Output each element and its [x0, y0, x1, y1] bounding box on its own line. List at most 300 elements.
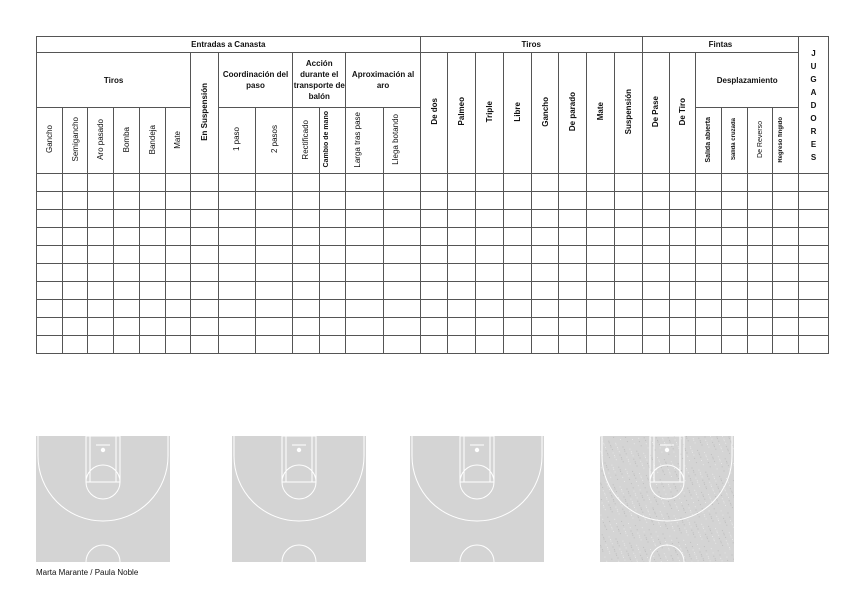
table-cell[interactable] — [139, 192, 165, 210]
table-cell[interactable] — [256, 210, 293, 228]
table-cell[interactable] — [218, 246, 255, 264]
table-cell[interactable] — [420, 210, 448, 228]
tiros-col-header: Palmeo — [448, 53, 476, 174]
table-cell[interactable] — [559, 300, 587, 318]
table-cell[interactable] — [293, 210, 320, 228]
entradas-tiros-col: Mate — [165, 108, 191, 174]
table-cell[interactable] — [420, 174, 448, 192]
table-cell[interactable] — [114, 264, 140, 282]
table-cell[interactable] — [346, 174, 383, 192]
table-cell[interactable] — [773, 192, 799, 210]
table-cell[interactable] — [614, 210, 642, 228]
table-cell[interactable] — [191, 210, 219, 228]
table-cell[interactable] — [218, 282, 255, 300]
table-cell[interactable] — [721, 210, 747, 228]
table-cell[interactable] — [448, 300, 476, 318]
table-cell[interactable] — [559, 336, 587, 354]
table-cell[interactable] — [503, 336, 531, 354]
table-cell[interactable] — [256, 246, 293, 264]
table-cell[interactable] — [448, 174, 476, 192]
table-cell[interactable] — [799, 264, 829, 282]
table-cell[interactable] — [696, 246, 722, 264]
table-cell[interactable] — [383, 246, 420, 264]
table-cell[interactable] — [799, 300, 829, 318]
table-cell[interactable] — [420, 318, 448, 336]
table-cell[interactable] — [559, 246, 587, 264]
table-cell[interactable] — [37, 300, 63, 318]
table-cell[interactable] — [420, 192, 448, 210]
table-cell[interactable] — [139, 336, 165, 354]
table-cell[interactable] — [448, 210, 476, 228]
table-cell[interactable] — [721, 192, 747, 210]
table-cell[interactable] — [62, 192, 88, 210]
table-cell[interactable] — [614, 282, 642, 300]
table-cell[interactable] — [88, 336, 114, 354]
table-cell[interactable] — [319, 282, 346, 300]
table-cell[interactable] — [383, 228, 420, 246]
table-cell[interactable] — [696, 282, 722, 300]
table-cell[interactable] — [420, 336, 448, 354]
table-cell[interactable] — [747, 246, 773, 264]
table-cell[interactable] — [191, 174, 219, 192]
table-cell[interactable] — [799, 336, 829, 354]
table-cell[interactable] — [420, 228, 448, 246]
table-cell[interactable] — [346, 300, 383, 318]
table-cell[interactable] — [476, 246, 504, 264]
table-cell[interactable] — [62, 174, 88, 192]
table-cell[interactable] — [256, 282, 293, 300]
table-cell[interactable] — [773, 300, 799, 318]
table-cell[interactable] — [476, 318, 504, 336]
table-cell[interactable] — [531, 264, 559, 282]
table-cell[interactable] — [383, 282, 420, 300]
table-cell[interactable] — [799, 174, 829, 192]
table-cell[interactable] — [747, 228, 773, 246]
table-cell[interactable] — [191, 264, 219, 282]
table-cell[interactable] — [218, 192, 255, 210]
table-cell[interactable] — [799, 246, 829, 264]
table-cell[interactable] — [383, 318, 420, 336]
table-cell[interactable] — [773, 282, 799, 300]
tiros-col-header: Suspensión — [614, 53, 642, 174]
table-cell[interactable] — [165, 228, 191, 246]
table-cell[interactable] — [696, 228, 722, 246]
table-cell[interactable] — [37, 264, 63, 282]
table-cell[interactable] — [62, 336, 88, 354]
table-cell[interactable] — [191, 318, 219, 336]
table-cell[interactable] — [669, 300, 696, 318]
table-cell[interactable] — [587, 210, 615, 228]
table-cell[interactable] — [476, 264, 504, 282]
table-cell[interactable] — [587, 318, 615, 336]
table-cell[interactable] — [669, 192, 696, 210]
table-cell[interactable] — [669, 318, 696, 336]
table-cell[interactable] — [191, 192, 219, 210]
tiros-header: Tiros — [420, 37, 642, 53]
table-cell[interactable] — [88, 210, 114, 228]
court-diagram-2 — [232, 436, 366, 562]
table-cell[interactable] — [293, 246, 320, 264]
table-cell[interactable] — [559, 318, 587, 336]
table-cell[interactable] — [114, 192, 140, 210]
table-cell[interactable] — [139, 318, 165, 336]
table-cell[interactable] — [114, 228, 140, 246]
table-cell[interactable] — [62, 246, 88, 264]
table-cell[interactable] — [37, 192, 63, 210]
table-cell[interactable] — [383, 210, 420, 228]
table-cell[interactable] — [293, 264, 320, 282]
table-cell[interactable] — [503, 174, 531, 192]
table-cell[interactable] — [88, 228, 114, 246]
table-cell[interactable] — [747, 174, 773, 192]
table-row — [37, 228, 829, 246]
table-cell[interactable] — [37, 282, 63, 300]
table-cell[interactable] — [642, 264, 669, 282]
table-row — [37, 192, 829, 210]
table-cell[interactable] — [448, 246, 476, 264]
table-cell[interactable] — [256, 264, 293, 282]
entradas-tiros-col: Gancho — [37, 108, 63, 174]
table-cell[interactable] — [747, 192, 773, 210]
table-cell[interactable] — [191, 282, 219, 300]
table-cell[interactable] — [476, 336, 504, 354]
table-cell[interactable] — [559, 174, 587, 192]
table-cell[interactable] — [62, 228, 88, 246]
table-cell[interactable] — [88, 192, 114, 210]
table-cell[interactable] — [476, 228, 504, 246]
table-cell[interactable] — [88, 300, 114, 318]
table-body — [37, 174, 829, 354]
fintas-col-header: De Pase — [642, 53, 669, 174]
table-cell[interactable] — [420, 246, 448, 264]
table-cell[interactable] — [139, 282, 165, 300]
table-cell[interactable] — [587, 246, 615, 264]
table-cell[interactable] — [448, 228, 476, 246]
table-cell[interactable] — [420, 264, 448, 282]
table-cell[interactable] — [293, 300, 320, 318]
table-cell[interactable] — [62, 318, 88, 336]
table-cell[interactable] — [773, 210, 799, 228]
table-cell[interactable] — [383, 336, 420, 354]
table-cell[interactable] — [669, 228, 696, 246]
table-cell[interactable] — [346, 192, 383, 210]
table-cell[interactable] — [503, 282, 531, 300]
table-cell[interactable] — [696, 318, 722, 336]
table-cell[interactable] — [531, 282, 559, 300]
table-cell[interactable] — [531, 318, 559, 336]
table-cell[interactable] — [218, 300, 255, 318]
table-cell[interactable] — [721, 228, 747, 246]
table-cell[interactable] — [293, 282, 320, 300]
table-cell[interactable] — [799, 192, 829, 210]
table-cell[interactable] — [62, 264, 88, 282]
table-cell[interactable] — [165, 246, 191, 264]
table-cell[interactable] — [773, 174, 799, 192]
table-cell[interactable] — [696, 264, 722, 282]
table-cell[interactable] — [614, 300, 642, 318]
table-cell[interactable] — [773, 318, 799, 336]
table-cell[interactable] — [799, 318, 829, 336]
table-cell[interactable] — [420, 282, 448, 300]
table-cell[interactable] — [559, 228, 587, 246]
table-cell[interactable] — [799, 228, 829, 246]
table-cell[interactable] — [256, 174, 293, 192]
table-cell[interactable] — [642, 210, 669, 228]
table-cell[interactable] — [62, 300, 88, 318]
table-cell[interactable] — [747, 210, 773, 228]
table-cell[interactable] — [62, 210, 88, 228]
table-cell[interactable] — [587, 174, 615, 192]
table-cell[interactable] — [669, 336, 696, 354]
table-cell[interactable] — [37, 336, 63, 354]
table-cell[interactable] — [139, 228, 165, 246]
table-cell[interactable] — [476, 192, 504, 210]
table-cell[interactable] — [747, 318, 773, 336]
table-cell[interactable] — [37, 174, 63, 192]
table-cell[interactable] — [319, 336, 346, 354]
table-cell[interactable] — [256, 300, 293, 318]
table-cell[interactable] — [614, 336, 642, 354]
table-row — [37, 300, 829, 318]
table-cell[interactable] — [614, 318, 642, 336]
table-cell[interactable] — [747, 264, 773, 282]
table-cell[interactable] — [747, 336, 773, 354]
table-cell[interactable] — [696, 210, 722, 228]
table-cell[interactable] — [346, 264, 383, 282]
table-cell[interactable] — [319, 300, 346, 318]
desplazamiento-col: De Reverso — [747, 108, 773, 174]
table-cell[interactable] — [559, 210, 587, 228]
table-cell[interactable] — [531, 246, 559, 264]
table-cell[interactable] — [114, 318, 140, 336]
table-cell[interactable] — [773, 264, 799, 282]
table-cell[interactable] — [319, 264, 346, 282]
table-cell[interactable] — [642, 228, 669, 246]
table-cell[interactable] — [531, 228, 559, 246]
table-cell[interactable] — [614, 174, 642, 192]
table-cell[interactable] — [420, 300, 448, 318]
table-cell[interactable] — [721, 264, 747, 282]
table-cell[interactable] — [799, 282, 829, 300]
table-cell[interactable] — [448, 264, 476, 282]
table-cell[interactable] — [587, 300, 615, 318]
table-cell[interactable] — [88, 282, 114, 300]
table-cell[interactable] — [191, 228, 219, 246]
table-cell[interactable] — [503, 264, 531, 282]
table-cell[interactable] — [531, 174, 559, 192]
table-cell[interactable] — [165, 282, 191, 300]
table-cell[interactable] — [721, 318, 747, 336]
table-cell[interactable] — [165, 210, 191, 228]
table-cell[interactable] — [559, 264, 587, 282]
table-cell[interactable] — [346, 246, 383, 264]
table-cell[interactable] — [642, 318, 669, 336]
table-cell[interactable] — [139, 210, 165, 228]
table-row — [37, 174, 829, 192]
table-cell[interactable] — [669, 174, 696, 192]
table-cell[interactable] — [721, 336, 747, 354]
table-cell[interactable] — [319, 210, 346, 228]
table-cell[interactable] — [476, 210, 504, 228]
table-cell[interactable] — [773, 246, 799, 264]
table-cell[interactable] — [503, 246, 531, 264]
table-cell[interactable] — [476, 282, 504, 300]
table-cell[interactable] — [218, 228, 255, 246]
table-cell[interactable] — [319, 318, 346, 336]
table-cell[interactable] — [669, 210, 696, 228]
table-cell[interactable] — [721, 246, 747, 264]
table-cell[interactable] — [614, 192, 642, 210]
table-cell[interactable] — [88, 174, 114, 192]
table-cell[interactable] — [88, 264, 114, 282]
coordinacion-col: 1 paso — [218, 108, 255, 174]
table-cell[interactable] — [642, 246, 669, 264]
table-cell[interactable] — [747, 282, 773, 300]
table-cell[interactable] — [191, 336, 219, 354]
table-cell[interactable] — [559, 282, 587, 300]
table-cell[interactable] — [256, 336, 293, 354]
table-cell[interactable] — [531, 336, 559, 354]
table-cell[interactable] — [139, 174, 165, 192]
table-cell[interactable] — [37, 318, 63, 336]
table-cell[interactable] — [642, 192, 669, 210]
table-cell[interactable] — [614, 264, 642, 282]
aproximacion-group: Aproximación al aro — [346, 53, 420, 108]
table-cell[interactable] — [383, 192, 420, 210]
table-cell[interactable] — [37, 228, 63, 246]
table-cell[interactable] — [37, 210, 63, 228]
table-cell[interactable] — [165, 264, 191, 282]
table-cell[interactable] — [37, 246, 63, 264]
table-cell[interactable] — [319, 192, 346, 210]
table-cell[interactable] — [165, 192, 191, 210]
table-cell[interactable] — [448, 192, 476, 210]
table-cell[interactable] — [293, 174, 320, 192]
table-cell[interactable] — [218, 336, 255, 354]
table-cell[interactable] — [773, 336, 799, 354]
table-cell[interactable] — [799, 210, 829, 228]
table-cell[interactable] — [587, 282, 615, 300]
table-cell[interactable] — [696, 336, 722, 354]
table-cell[interactable] — [773, 228, 799, 246]
table-cell[interactable] — [165, 318, 191, 336]
table-cell[interactable] — [503, 300, 531, 318]
aproximacion-col: Larga tras pase — [346, 108, 383, 174]
table-cell[interactable] — [669, 246, 696, 264]
table-cell[interactable] — [721, 174, 747, 192]
table-cell[interactable] — [346, 228, 383, 246]
table-cell[interactable] — [319, 246, 346, 264]
table-cell[interactable] — [191, 246, 219, 264]
table-cell[interactable] — [293, 318, 320, 336]
table-cell[interactable] — [642, 336, 669, 354]
table-cell[interactable] — [721, 282, 747, 300]
table-cell[interactable] — [319, 174, 346, 192]
table-cell[interactable] — [448, 336, 476, 354]
table-cell[interactable] — [747, 300, 773, 318]
table-cell[interactable] — [587, 192, 615, 210]
table-cell[interactable] — [88, 246, 114, 264]
table-cell[interactable] — [191, 300, 219, 318]
table-cell[interactable] — [448, 318, 476, 336]
table-cell[interactable] — [642, 300, 669, 318]
table-cell[interactable] — [114, 210, 140, 228]
table-cell[interactable] — [476, 300, 504, 318]
table-cell[interactable] — [614, 228, 642, 246]
table-cell[interactable] — [114, 246, 140, 264]
table-cell[interactable] — [114, 174, 140, 192]
table-cell[interactable] — [696, 174, 722, 192]
table-cell[interactable] — [319, 228, 346, 246]
table-cell[interactable] — [256, 318, 293, 336]
author-credit: Marta Marante / Paula Noble — [36, 568, 139, 577]
table-cell[interactable] — [614, 246, 642, 264]
table-cell[interactable] — [293, 336, 320, 354]
table-cell[interactable] — [139, 264, 165, 282]
table-cell[interactable] — [531, 210, 559, 228]
table-cell[interactable] — [587, 228, 615, 246]
table-cell[interactable] — [531, 300, 559, 318]
table-cell[interactable] — [346, 210, 383, 228]
table-cell[interactable] — [448, 282, 476, 300]
table-cell[interactable] — [346, 318, 383, 336]
tiros-col-header: Gancho — [531, 53, 559, 174]
table-cell[interactable] — [721, 300, 747, 318]
table-cell[interactable] — [669, 282, 696, 300]
table-cell[interactable] — [218, 174, 255, 192]
table-cell[interactable] — [62, 282, 88, 300]
table-cell[interactable] — [165, 174, 191, 192]
table-cell[interactable] — [165, 300, 191, 318]
table-cell[interactable] — [503, 210, 531, 228]
table-cell[interactable] — [139, 246, 165, 264]
table-cell[interactable] — [476, 174, 504, 192]
table-cell[interactable] — [256, 192, 293, 210]
table-cell[interactable] — [642, 174, 669, 192]
accion-col: Cambio de mano — [319, 108, 346, 174]
table-cell[interactable] — [503, 228, 531, 246]
table-cell[interactable] — [503, 318, 531, 336]
table-cell[interactable] — [346, 282, 383, 300]
table-cell[interactable] — [383, 264, 420, 282]
table-cell[interactable] — [114, 336, 140, 354]
table-cell[interactable] — [218, 210, 255, 228]
table-cell[interactable] — [218, 318, 255, 336]
table-cell[interactable] — [696, 300, 722, 318]
table-cell[interactable] — [696, 192, 722, 210]
table-cell[interactable] — [642, 282, 669, 300]
table-cell[interactable] — [346, 336, 383, 354]
table-cell[interactable] — [503, 192, 531, 210]
table-cell[interactable] — [559, 192, 587, 210]
table-cell[interactable] — [383, 300, 420, 318]
table-cell[interactable] — [114, 282, 140, 300]
table-cell[interactable] — [256, 228, 293, 246]
tiros-col-header: De parado — [559, 53, 587, 174]
table-cell[interactable] — [531, 192, 559, 210]
table-cell[interactable] — [669, 264, 696, 282]
table-cell[interactable] — [587, 336, 615, 354]
table-cell[interactable] — [293, 192, 320, 210]
table-cell[interactable] — [165, 336, 191, 354]
table-cell[interactable] — [383, 174, 420, 192]
table-cell[interactable] — [293, 228, 320, 246]
table-cell[interactable] — [88, 318, 114, 336]
table-cell[interactable] — [587, 264, 615, 282]
table-cell[interactable] — [139, 300, 165, 318]
table-cell[interactable] — [218, 264, 255, 282]
table-cell[interactable] — [114, 300, 140, 318]
